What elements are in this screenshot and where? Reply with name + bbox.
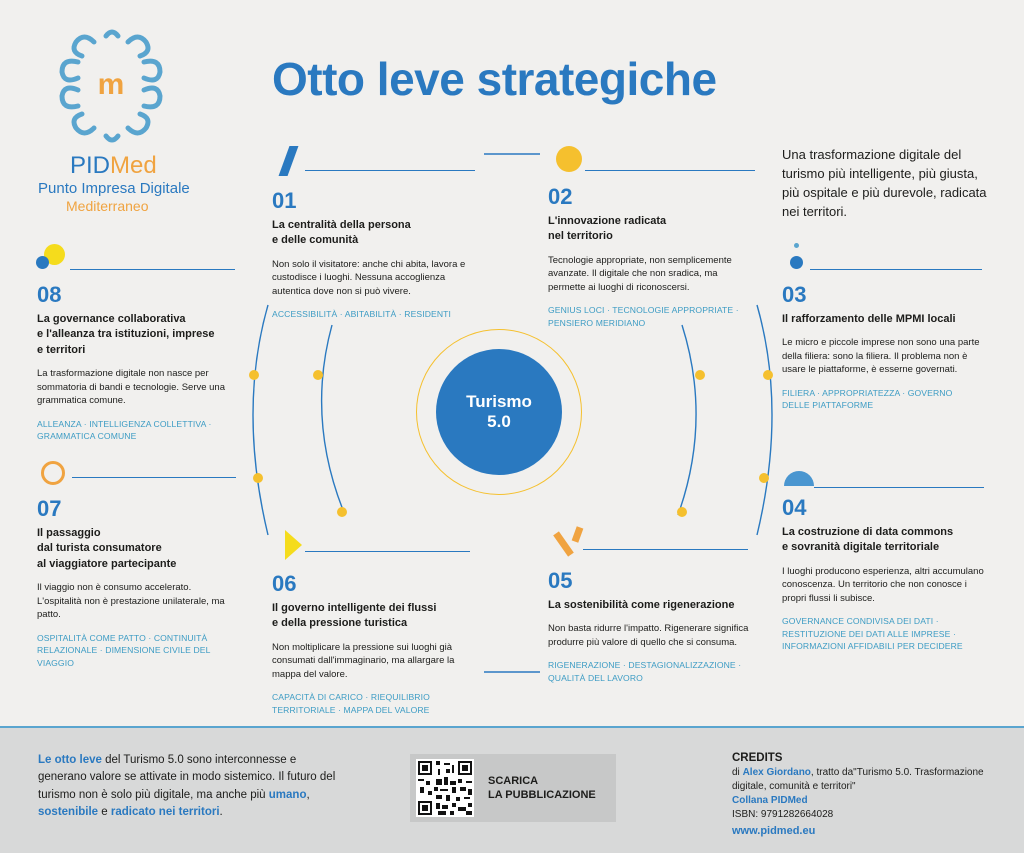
separator-line	[70, 269, 235, 270]
lever-tags: GENIUS LOCI · TECNOLOGIE APPROPRIATE · PENSIERO MERIDIANO	[548, 305, 739, 328]
separator-line	[585, 170, 755, 171]
center-label-2: 5.0	[487, 412, 511, 431]
lever-heading: La sostenibilità come rigenerazione	[548, 599, 735, 611]
arc-inner-right	[678, 325, 696, 515]
credits-collana: Collana PIDMed	[732, 795, 808, 807]
lever-description: Non basta ridurre l'impatto. Rigenerare significa produrre più valore di quello che si consuma.	[548, 623, 749, 648]
arc-dot	[337, 507, 347, 517]
arc-inner-left	[322, 325, 345, 515]
separator-line	[305, 551, 470, 552]
logo-subtitle-2: Mediterraneo	[66, 198, 149, 214]
arc-dot	[759, 473, 769, 483]
lever-number: 05	[548, 568, 573, 593]
download-publication-button[interactable]	[410, 754, 616, 822]
lever-01	[272, 190, 472, 321]
arc-dot	[695, 370, 705, 380]
lever-number: 07	[37, 496, 62, 521]
lever-tags: FILIERA · APPROPRIATEZZA · GOVERNO DELLE PIATTAFORME	[782, 387, 953, 411]
separator-line	[814, 487, 984, 488]
lever-tags: ALLEANZA · INTELLIGENZA COLLETTIVA · GRAMMATICA COMUNE	[37, 418, 212, 442]
center-label-1: Turismo	[466, 392, 532, 412]
arc-outer-left	[253, 305, 268, 535]
separator-line	[72, 477, 236, 478]
lever-tags: CAPACITÀ DI CARICO · RIEQUILIBRIO TERRITORIALE · MAPPA DEL VALORE	[272, 692, 430, 715]
center-disc	[436, 349, 562, 475]
circles-icon	[36, 244, 68, 270]
credits-author: di Alex Giordano, tratto da"Turismo 5.0. Trasformazione digitale, comunità e territori"	[732, 767, 984, 793]
intro-text: Una trasformazione digitale del turismo più intelligente, più giusta, più ospitale e più durevole, radicata nei territori.	[782, 147, 987, 219]
lever-heading: Il passaggio dal turista consumatore al viaggiatore partecipante	[37, 527, 177, 570]
lever-07	[37, 498, 237, 669]
lever-description: Le micro e piccole imprese non sono una parte della filiera: sono la filiera. Il problema non è usare le piattaforme, è esserne governati.	[782, 337, 980, 376]
logo-subtitle-1: Punto Impresa Digitale	[38, 180, 190, 197]
separator-line	[583, 549, 748, 550]
arc-dot	[313, 370, 323, 380]
logo-letter: m	[97, 68, 125, 101]
qr-code-icon[interactable]	[416, 759, 474, 817]
lever-description: Tecnologie appropriate, non semplicemente avanzate. Il digitale che non sradica, ma permette ai luoghi di riconoscersi.	[548, 254, 732, 293]
dots-icon	[790, 243, 804, 273]
lever-heading: La costruzione di data commons e sovranità digitale territoriale	[782, 526, 954, 554]
lever-description: Il viaggio non è consumo accelerato. L'ospitalità non è prestazione unilaterale, ma patto.	[37, 582, 225, 621]
lever-heading: La governance collaborativa e l'alleanza tra istituzioni, imprese e territori	[37, 313, 215, 356]
lever-tags: ACCESSIBILITÀ · ABITABILITÀ · RESIDENTI	[272, 309, 451, 320]
download-label[interactable]: SCARICA LA PUBBLICAZIONE	[488, 775, 596, 802]
lever-description: La trasformazione digitale non nasce per sommatoria di bandi e tecnologie. Serve una grammatica comune.	[37, 368, 226, 407]
lever-06	[272, 573, 472, 716]
lever-tags: OSPITALITÀ COME PATTO · CONTINUITÀ RELAZIONALE · DIMENSIONE CIVILE DEL VIAGGIO	[37, 632, 211, 668]
lever-description: I luoghi producono esperienza, altri accumulano conoscenza. Un territorio che non conosce i propri flussi li subisce.	[782, 565, 984, 604]
footer	[0, 726, 1024, 853]
lever-08	[37, 284, 237, 443]
arc-dot	[249, 370, 259, 380]
page-title: Otto leve strategiche	[272, 53, 717, 105]
separator-line	[305, 170, 475, 171]
bars-icon	[556, 527, 588, 559]
lever-02	[548, 186, 753, 329]
lever-number: 04	[782, 495, 807, 520]
lever-number: 01	[272, 188, 297, 213]
footer-summary: Le otto leve del Turismo 5.0 sono interconnesse e generano valore se attivate in modo sistemico. Il futuro del turismo non è solo più digitale, ma anche più umano, sostenibile e radicato nei territori.	[38, 754, 336, 818]
website-link[interactable]: www.pidmed.eu	[732, 825, 816, 838]
lever-04	[782, 497, 987, 653]
lever-05	[548, 570, 753, 684]
lever-number: 08	[37, 282, 62, 307]
arc-dot	[677, 507, 687, 517]
lever-heading: L'innovazione radicata nel territorio	[548, 215, 667, 243]
arc-outer-right	[757, 305, 772, 535]
arc-dot	[253, 473, 263, 483]
lever-tags: GOVERNANCE CONDIVISA DEI DATI · RESTITUZIONE DEI DATI ALLE IMPRESE · INFORMAZIONI AFFIDABILI PER DECIDERE	[782, 616, 963, 652]
lever-number: 02	[548, 184, 573, 209]
lever-heading: Il rafforzamento delle MPMI locali	[782, 313, 956, 325]
credits-isbn: ISBN: 9791282664028	[732, 809, 834, 821]
lever-tags: RIGENERAZIONE · DESTAGIONALIZZAZIONE · QUALITÀ DEL LAVORO	[548, 660, 742, 683]
logo-name: PIDMed	[70, 152, 157, 179]
lever-number: 06	[272, 571, 297, 596]
sun-icon	[556, 146, 582, 172]
separator-line	[810, 269, 982, 270]
lever-heading: Il governo intelligente dei flussi e della pressione turistica	[272, 602, 437, 630]
lever-03	[782, 284, 982, 412]
triangle-icon	[285, 530, 302, 560]
arc-dot	[763, 370, 773, 380]
ring-icon	[41, 461, 65, 485]
lever-number: 03	[782, 282, 807, 307]
lever-description: Non moltiplicare la pressione sui luoghi già consumati dall'immaginario, ma allargare la mappa del valore.	[272, 641, 455, 680]
credits	[732, 750, 1002, 839]
credits-title: CREDITS	[732, 752, 783, 764]
lever-heading: La centralità della persona e delle comunità	[272, 219, 411, 247]
lever-description: Non solo il visitatore: anche chi abita, lavora e custodisce i luoghi. Nessuna accoglienza autentica dove non si può vivere.	[272, 258, 466, 297]
